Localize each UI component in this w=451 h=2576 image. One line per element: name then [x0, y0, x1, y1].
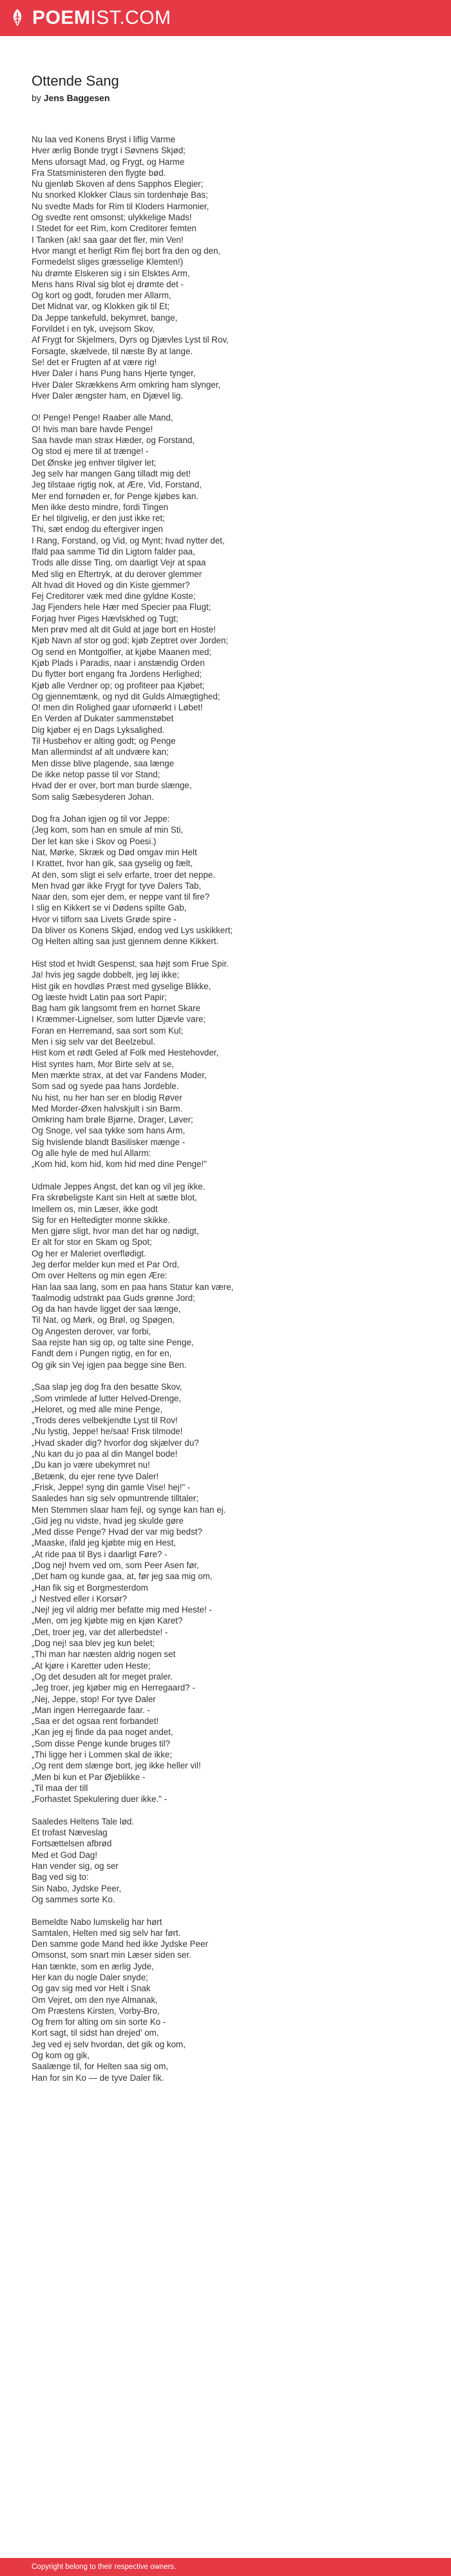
poem-line: Dig kjøber ej en Dags Lyksalighed. [32, 724, 165, 735]
poem-line: „Som disse Penge kunde bruges til? [32, 1738, 171, 1748]
poem-line: Nat, Mørke, Skræk og Død omgav min Helt [32, 848, 197, 857]
poem-line: Jeg ved ej selv hvordan, det gik og kom, [32, 2039, 186, 2049]
poem-line: O! Penge! Penge! Raaber alle Mand, [32, 413, 173, 423]
poem-line: „Og rent dem slænge bort, jeg ikke heller vil! [32, 1761, 201, 1771]
poem-line: „Dog nej! hvem ved om, som Peer Asen før, [32, 1560, 199, 1570]
poem-stanza [32, 1917, 431, 2083]
poem-line: Er hel tilgivelig, er den just ikke ret; [32, 513, 165, 524]
poem-line: Og frem for alting om sin sorte Ko - [32, 2017, 166, 2027]
poem-line: „Forhastet Spekulering duer ikke." - [32, 1794, 168, 1804]
poem-line: Er alt for stor en Skam og Spot; [32, 1237, 152, 1247]
poem-line: Et trofast Næveslag [32, 1828, 108, 1838]
poem-stanza [32, 1816, 431, 1905]
poem-line: Og da han havde ligget der saa længe, [32, 1304, 181, 1314]
poem-line: Til Husbehov er alting godt; og Penge [32, 736, 176, 746]
poem-line: „Han fik sig et Borgmesterdom [32, 1582, 148, 1593]
poem-line: Mens uforsagt Mad, og Frygt, og Harme [32, 156, 185, 167]
poem-line: Bag ham gik langsomt frem en hornet Skare [32, 1003, 200, 1014]
poem-line: Man allermindst af alt undvære kan; [32, 747, 169, 757]
poem-line: Der let kan ske i Skov og Poesi.) [32, 836, 157, 846]
poem-line: Fra skrøbeligste Kant sin Helt at sætte blot, [32, 1193, 197, 1203]
poem-line: Hist stod et hvidt Gespenst, saa højt som Frue Spir. [32, 958, 229, 969]
poem-line: Det Midnat var, og Klokken gik til Et; [32, 301, 170, 312]
poem-line: „Kom hid, kom hid, kom hid med dine Penge!" [32, 1159, 207, 1170]
poem-line: Han vender sig, og ser [32, 1861, 119, 1871]
poem-line: „Til maa der till [32, 1783, 88, 1793]
poem-line: Formedelst sliges græsselige Klemten!) [32, 257, 184, 267]
poem-line: „Thi man har næsten aldrig nogen set [32, 1649, 176, 1660]
poem-line: Saaledes Heltens Tale lød. [32, 1816, 135, 1826]
poem-line: „Jeg troer, jeg kjøber mig en Herregaard? - [32, 1683, 195, 1693]
poem-line: Naar den, som ejer dem, er neppe vant til fire? [32, 892, 210, 902]
poem-line: I Stedet for eet Rim, kom Creditorer femten [32, 223, 197, 234]
poem-title: Ottende Sang [32, 73, 119, 89]
quill-pen-icon [9, 8, 26, 28]
poem-line: Men Stemmen slaar ham fejl, og synge kan han ej. [32, 1504, 226, 1515]
poem-line: Med Morder-Øxen halvskjult i sin Barm. [32, 1103, 183, 1113]
poem-line: Mens hans Rival sig blot ej drømte det - [32, 279, 184, 289]
poem-line: Samtalen, Helten med sig selv har ført. [32, 1927, 181, 1938]
poem-line: Sig for en Heltedigter monne skikke. [32, 1215, 171, 1225]
poem-line: Bag ved sig to: [32, 1872, 89, 1882]
poem-line: Og Snoge, vel saa tykke som hans Arm, [32, 1126, 186, 1136]
poem-line: Hist gik en hovdløs Præst med gyselige Blikke, [32, 981, 211, 991]
poem-line: At den, som sligt ei selv erfarte, troer det neppe. [32, 869, 216, 880]
poem-line: Saa rejste han sig op, og talte sine Penge, [32, 1338, 194, 1348]
poem-line: Da bliver os Konens Skjød, endog ved Lys uskikkert; [32, 925, 233, 936]
poem-line: Hver Daler i hans Pung hans Hjerte tynger, [32, 368, 196, 379]
poem-line: Men i sig selv var det Beelzebul. [32, 1037, 156, 1047]
poem-stanza [32, 412, 431, 802]
poem-line: Og her er Maleriet overflødigt. [32, 1248, 146, 1258]
poem-line: „Med disse Penge? Hvad der var mig bedst? [32, 1527, 202, 1537]
poem-line: „Betænk, du ejer rene tyve Daler! [32, 1471, 159, 1481]
poem-line: Dog fra Johan igjen og til vor Jeppe: [32, 814, 170, 824]
poem-line: Fra Statsministeren den flygte bød. [32, 167, 166, 178]
poem-line: Thi, sæt endog du eftergiver ingen [32, 524, 163, 535]
poem-line: „Saa er det ogsaa rent forbandet! [32, 1716, 159, 1727]
poem-line: „Det ham og kunde gaa, at, før jeg saa mig om, [32, 1571, 213, 1582]
poem-stanza [32, 134, 431, 401]
poem-line: Som sad og syede paa hans Jordeble. [32, 1081, 179, 1092]
poem-line: En Verden af Dukater sammenstøbet [32, 714, 174, 724]
poem-line: Det Ønske jeg enhver tilgiver let; [32, 457, 157, 468]
poem-line: Bemeldte Nabo lumskelig har hørt [32, 1917, 162, 1927]
poem-body [32, 134, 431, 2083]
poem-line: I Krattet, hvor han gik, saa gyselig og fælt, [32, 858, 193, 869]
poem-line: Sig hvislende blandt Basilisker mænge - [32, 1137, 186, 1147]
poem-line: Og kort og godt, foruden mer Allarm, [32, 290, 171, 301]
poem-line: O! hvis man bare havde Penge! [32, 424, 153, 434]
poem-line: „Men, om jeg kjøbte mig en kjøn Karet? [32, 1616, 183, 1626]
poem-line: Af Frygt for Skjelmers, Dyrs og Djævles Lyst til Rov, [32, 335, 229, 345]
poem-line: Fej Creditorer væk med dine gyldne Koste; [32, 591, 196, 601]
poem-line: I Kræmmer-Lignelser, som lutter Djævle vare; [32, 1014, 206, 1025]
poem-line: Jag Fjenders hele Hær med Specier paa Flugt; [32, 602, 211, 612]
poem-line: Med et God Dag! [32, 1850, 97, 1860]
poem-line: Nu snorked Klokker Claus sin tordenhøje Bas; [32, 190, 208, 200]
poem-line: „At kjøre i Karetter uden Heste; [32, 1660, 151, 1671]
poem-line: „Det, troer jeg, var det allerbedste! - [32, 1627, 168, 1637]
poem-line: „Thi ligge her i Lommen skal de ikke; [32, 1750, 173, 1760]
poem-line: Men disse blive plagende, saa længe [32, 758, 175, 768]
poem-line: Nu laa ved Konens Bryst i liflig Varme [32, 135, 176, 144]
poem-line: Fandt dem i Pungen rigtig, en for en, [32, 1349, 172, 1359]
poem-line: Saaledes han sig selv opmuntrende tilltaler; [32, 1493, 199, 1504]
poem-line: „Og det desuden alt for meget praler. [32, 1671, 173, 1681]
poem-line: Og stod ej mere til at trænge! - [32, 446, 149, 457]
poem-line: Her kan du nogle Daler snyde; [32, 1972, 148, 1982]
poem-line: Men ikke desto mindre, fordi Tingen [32, 502, 169, 512]
poem-line: Men prøv med alt dit Guld at jage bort en Hoste! [32, 625, 216, 635]
poem-line: Nu hist, nu her han ser en blodig Røver [32, 1092, 182, 1103]
poem-line: Trods alle disse Ting, om daarligt Vejr at spaa [32, 558, 206, 568]
poem-line: „Dog nej! saa blev jeg kun belet; [32, 1638, 155, 1649]
poem-line: Om Vejret, om den nye Almanak, [32, 1994, 158, 2005]
poem-line: Og gjennemtænk, og nyd dit Gulds Almægtighed; [32, 691, 220, 701]
poem-line: „Gid jeg nu vidste, hvad jeg skulde gøre [32, 1515, 184, 1526]
poem-line: Og Angesten derover, var forbi, [32, 1326, 151, 1336]
poem-line: „Nej! jeg vil aldrig mer befatte mig med Heste! - [32, 1605, 212, 1615]
poem-line: Og svedte rent omsonst; ulykkelige Mads! [32, 213, 192, 223]
poem-line: „I Nestved eller i Korsør? [32, 1593, 128, 1604]
poem-line: Kjøb alle Verdner op; og profiteer paa Kjøbet; [32, 680, 205, 690]
poem-line: Da Jeppe tankefuld, bekymret, bange, [32, 312, 178, 323]
poem-line: Taalmodig udstrakt paa Guds grønne Jord; [32, 1293, 195, 1303]
poem-line: Om over Heltens og min egen Ære: [32, 1271, 168, 1281]
poem-line: „Hvad skader dig? hvorfor dog skjælver du? [32, 1437, 199, 1448]
poem-line: „Nej, Jeppe, stop! For tyve Daler [32, 1694, 156, 1704]
site-footer [0, 2558, 451, 2576]
poem-line: Jeg selv har mangen Gang tilladt mig det! [32, 468, 191, 478]
poem-line: „Du kan jo være ubekymret nu! [32, 1460, 150, 1470]
site-logo[interactable] [9, 0, 171, 36]
poem-line: Med slig en Eftertryk, at du derover glemmer [32, 569, 202, 579]
poem-line: (Jeg kom, som han en smule af min Sti, [32, 825, 184, 835]
poem-line: Og kom og gik, [32, 2050, 90, 2061]
poem-line: Saalænge til, for Helten saa sig om, [32, 2061, 169, 2072]
poem-line: De ikke netop passe til vor Stand; [32, 769, 160, 779]
poem-line: Og sammes sorte Ko. [32, 1894, 115, 1904]
poem-line: Men mærkte strax, at det var Fandens Moder, [32, 1070, 207, 1080]
poem-line: „Frisk, Jeppe! syng din gamle Vise! hej!" - [32, 1482, 191, 1492]
poem-line: Du flytter bort engang fra Jordens Herlighed; [32, 669, 202, 679]
poem-line: „Maaske, ifald jeg kjøbte mig en Hest, [32, 1538, 177, 1548]
poem-line: Nu svedte Mads for Rim til Kloders Harmonier, [32, 201, 209, 211]
poem-line: Fortsættelsen afbrød [32, 1839, 112, 1849]
poem-line: Nu gjenløb Skoven af dens Sapphos Elegier; [32, 179, 204, 189]
poem-line: Jeg derfor melder kun med et Par Ord, [32, 1259, 180, 1269]
poem-line: O! men din Rolighed gaar ufornøerkt i Løbet! [32, 703, 203, 713]
poem-stanza [32, 1381, 431, 1804]
poem-stanza [32, 813, 431, 947]
poem-line: Og gik sin Vej igjen paa begge sine Ben. [32, 1359, 187, 1370]
poem-line: Hver Daler ængster ham, en Djævel lig. [32, 390, 184, 401]
poem-line: Hvad der er over, bort man burde slænge, [32, 781, 192, 791]
poem-line: Kort sagt, til sidst han drejed' om, [32, 2028, 159, 2038]
poem-line: „Trods deres velbekjendte Lyst til Rov! [32, 1416, 178, 1426]
poem-line: Og Helten alting saa just gjennem denne Kikkert. [32, 936, 219, 947]
poem-line: Mer end fornøden er, for Penge kjøbes kan. [32, 491, 199, 501]
poem-line: Omsonst, som snart min Læser siden ser. [32, 1950, 191, 1960]
poem-line: Hvor vi tilforn saa Livets Grøde spire - [32, 914, 177, 924]
poem-line: Ifald paa samme Tid din Ligtorn falder paa, [32, 546, 195, 556]
poem-stanza [32, 958, 431, 1170]
logo-text-light: IST.COM [90, 7, 171, 28]
poem-line: I Tanken (ak! saa gaar det fler, min Ven! [32, 234, 184, 245]
poem-line: „At ride paa til Bys i daarligt Føre? - [32, 1549, 168, 1559]
poem-line: Jeg tilstaae rigtig nok, at Ære, Vid, Forstand, [32, 480, 202, 490]
poem-line: Han tænkte, som en ærlig Jyde, [32, 1961, 154, 1971]
poem-line: Men gjøre sligt, hvor man det har og nødigt, [32, 1226, 199, 1236]
logo-text-bold: POEM [32, 7, 91, 28]
poem-line: Ja! hvis jeg sagde dobbelt, jeg løj ikke; [32, 970, 180, 980]
poem-line: Forsagte, skælvede, til næste By at lange. [32, 346, 193, 356]
poem-line: Han for sin Ko — de tyve Daler fik. [32, 2072, 164, 2083]
poem-line: Som salig Sæbesyderen Johan. [32, 791, 154, 802]
poem-line: Hist kom et rødt Geled af Folk med Hestehovder, [32, 1048, 219, 1058]
poem-line: Men hvad gør ikke Frygt for tyve Dalers Tab, [32, 880, 202, 891]
poem-line: „Kan jeg ej finde da paa noget andet, [32, 1727, 173, 1738]
poem-line: Og send en Montgolfier, at kjøbe Maanen med; [32, 647, 212, 657]
poem-line: Om Præstens Kirsten, Vorby-Bro, [32, 2005, 160, 2016]
poem-line: „Nu lystig, Jeppe! he/saa! Frisk tilmode! [32, 1426, 183, 1437]
poem-line: Nu drømte Elskeren sig i sin Elsktes Arm, [32, 268, 190, 278]
poem-line: Hver ærlig Bonde trygt i Søvnens Skjød; [32, 146, 186, 156]
poem-line: Kjøb Plads i Paradis, naar i anstændig Orden [32, 658, 205, 668]
author-link[interactable]: Jens Baggesen [43, 93, 110, 103]
poem-line: Sin Nabo, Jydske Peer, [32, 1883, 122, 1893]
site-header [0, 0, 451, 36]
logo-text [32, 0, 171, 36]
poem-line: Og gav sig med vor Helt i Snak [32, 1984, 151, 1994]
poem-line: Og læste hvidt Latin paa sort Papir; [32, 992, 167, 1002]
poem-line: Alt hvad dit Hoved og din Kiste gjemmer? [32, 580, 190, 590]
poem-line: „Som vrimlede af lutter Helved-Drenge, [32, 1393, 182, 1403]
poem-content [32, 72, 431, 2094]
poem-line: Foran en Herremand, saa sort som Kul; [32, 1025, 184, 1036]
poem-line: Hver Daler Skrækkens Arm omkring ham slynger, [32, 379, 221, 390]
poem-byline [32, 91, 431, 104]
poem-line: „Man ingen Herregaarde faar. - [32, 1705, 150, 1715]
poem-stanza [32, 1181, 431, 1370]
poem-line: „Heloret, og med alle mine Penge, [32, 1404, 163, 1414]
poem-line: Og alle hyle de med hul Allarm: [32, 1148, 151, 1159]
poem-line: Den samme gode Mand hed ikke Jydske Peer [32, 1939, 208, 1949]
poem-line: „Nu kan du jo paa al din Mangel bode! [32, 1449, 178, 1459]
byline-label: by [32, 93, 41, 103]
poem-line: I Rang, Forstand, og Vid, og Mynt; hvad nytter det, [32, 535, 225, 545]
poem-line: Til Nat, og Mørk, og Brøl, og Spøgen, [32, 1315, 175, 1325]
poem-line: Se! det er Frugten af at være rig! [32, 357, 157, 367]
poem-line: „Saa slap jeg dog fra den besatte Skov, [32, 1382, 182, 1392]
poem-line: Hist syntes ham, Mor Birte selv at se, [32, 1059, 175, 1069]
poem-line: Forvildet i en tyk, uvejsom Skov, [32, 324, 155, 334]
footer-copyright: Copyright belong to their respective owners. [32, 2563, 177, 2571]
poem-line: Han laa saa lang, som en paa hans Statur kan være, [32, 1282, 234, 1292]
poem-line: Forjag hver Piges Hævlskhed og Tugt; [32, 613, 178, 623]
poem-line: Saa havde man strax Hæder, og Forstand, [32, 435, 195, 446]
poem-line: I slig en Kikkert se vi Dødens spilte Gab, [32, 903, 187, 913]
poem-line: Kjøb Navn af stor og god; kjøb Zeptret over Jorden; [32, 636, 229, 646]
poem-line: Udmale Jeppes Angst, det kan og vil jeg ikke. [32, 1181, 206, 1191]
poem-line: Imellem os, min Læser, ikke godt [32, 1204, 158, 1214]
poem-line: Omkring ham brøle Bjørne, Drager, Løver; [32, 1115, 193, 1125]
poem-line: Hvor mangt et herligt Rim flej bort fra den og den, [32, 245, 221, 256]
poem-line: „Men bi kun et Par Øjeblikke - [32, 1772, 146, 1782]
